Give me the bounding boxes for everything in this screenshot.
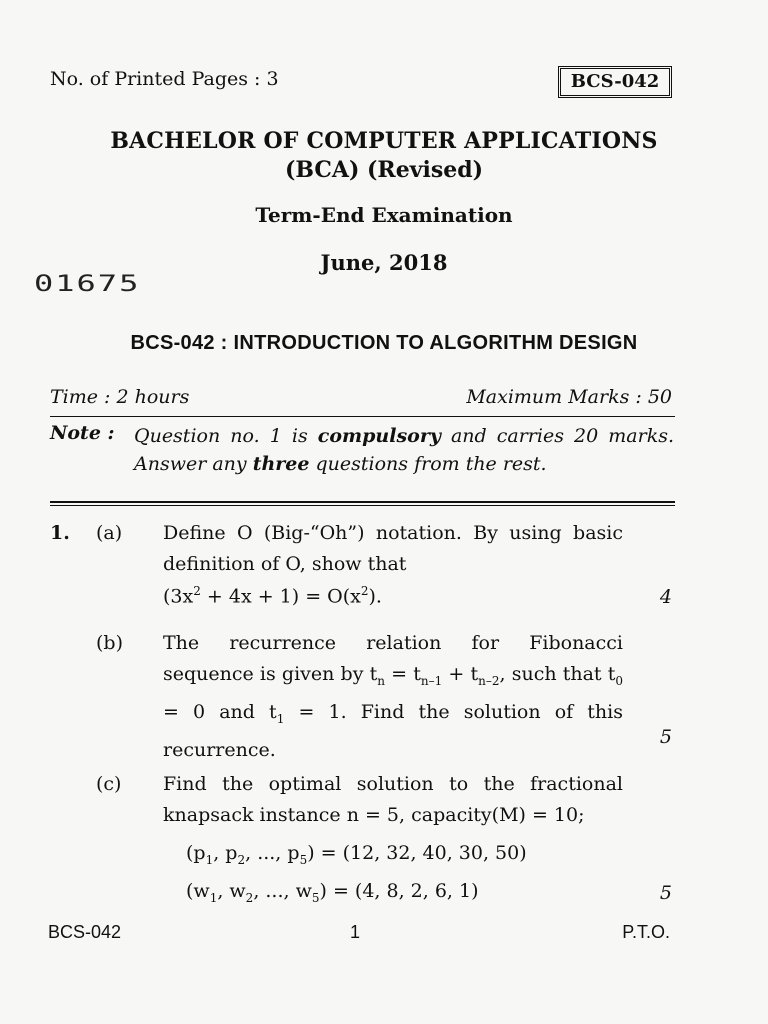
part-c-profits: ($p_1$, $p_2$, ..., $p_5) = (12$, 32, 40, 30, 50) [186,842,527,867]
programme-subtitle: (BCA) (Revised) [284,157,484,183]
footer-pto: P.T.O. [622,922,670,942]
part-c-weights: ($w_1$, $w_2$, ..., $w_5) = (4$, 8, 2, 6, 1) [186,880,479,905]
note-text: Question no. 1 is compulsory and carries 20 marks. Answer any three questions from the rest. [134,425,674,475]
exam-date: June, 2018 [320,250,448,275]
course-code-box: BCS-042 [558,66,672,98]
footer-course-code: BCS-042 [48,922,122,942]
serial-number: 01675 [34,270,141,297]
question-number: 1. [50,522,70,544]
part-a-label: (a) [96,522,123,544]
divider-double-2 [50,505,675,506]
printed-pages: No. of Printed Pages : 3 [50,68,279,90]
part-c-text: Find the optimal solution to the fractional knapsack instance n = 5, capacity(M) = 10; [163,773,623,826]
exam-title: Term-End Examination [255,203,513,227]
footer-page-number: 1 [350,922,361,942]
maximum-marks: Maximum Marks : 50 [466,386,672,408]
part-b-text: The recurrence relation for Fibonacci sequence is given by $t_n = t_{n-1} + t_{n-2}$, such that $t_0 = 0$ and $t_1 = 1$. Find the solution of this recurrence. [163,632,624,761]
part-b-label: (b) [96,632,123,654]
part-a-marks: 4 [659,586,672,608]
part-b-marks: 5 [659,726,672,748]
time-allowed: Time : 2 hours [50,386,190,408]
part-a-text: Define O (Big-“Oh”) notation. By using basic definition of O, show that [163,522,623,575]
divider-top [50,416,675,417]
part-a-equation: $(3x^2 + 4x + 1) = O(x^2)$. [163,584,382,608]
subject-title: BCS-042 : INTRODUCTION TO ALGORITHM DESIGN [130,332,638,354]
divider-double-1 [50,501,675,503]
part-c-label: (c) [96,773,122,795]
note-label: Note : [50,422,115,444]
programme-title: BACHELOR OF COMPUTER APPLICATIONS [110,128,658,154]
part-c-marks: 5 [659,882,672,904]
